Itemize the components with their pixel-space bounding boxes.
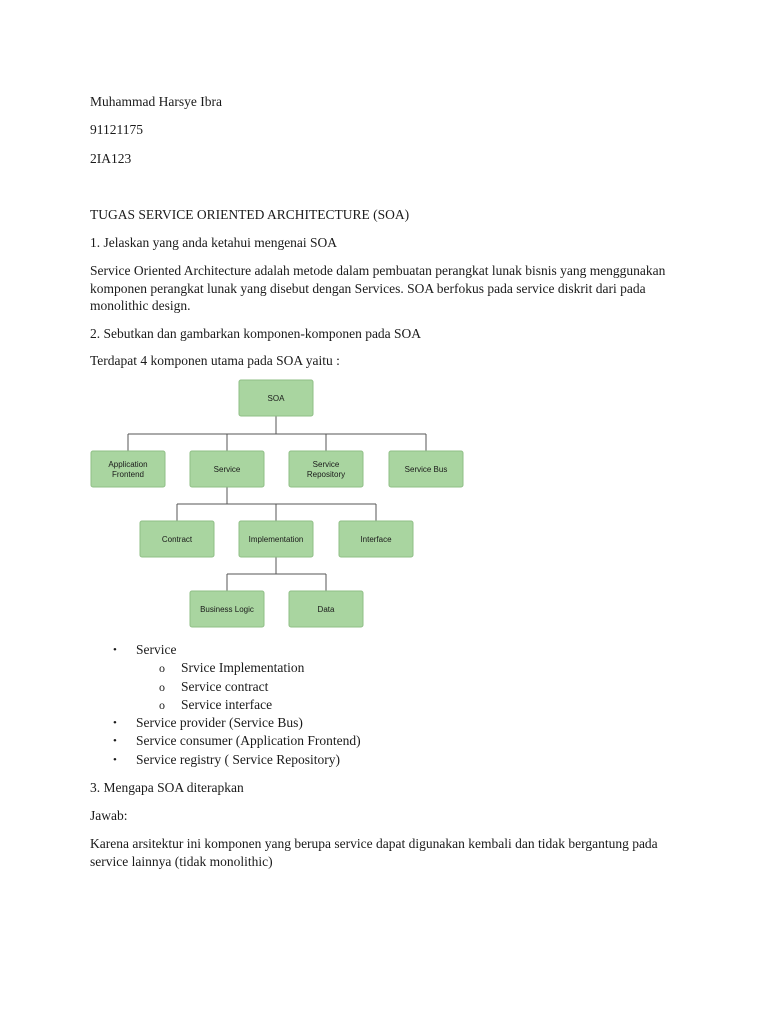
student-name: Muhammad Harsye Ibra	[90, 94, 222, 109]
node-implementation	[239, 521, 313, 557]
answer-2-intro: Terdapat 4 komponen utama pada SOA yaitu :	[90, 353, 340, 368]
answer-3-line-1: Karena arsitektur ini komponen yang berupa service dapat digunakan kembali dan tidak bergantung pada	[90, 836, 658, 851]
answer-1: Service Oriented Architecture adalah metode dalam pembuatan perangkat lunak bisnis yang menggunakan komponen perangkat lunak yang disebut dengan Services. SOA berfokus pada service diskrit dari pada monolithic design.	[90, 263, 666, 313]
node-application-frontend-label-1: Application	[108, 460, 148, 469]
bullet-marker: o	[159, 661, 165, 676]
list-item	[108, 696, 361, 714]
list-item	[108, 641, 361, 659]
node-application-frontend-label-2: Frontend	[111, 470, 145, 479]
node-contract-label: Contract	[161, 535, 193, 544]
answer-3-label: Jawab:	[90, 808, 128, 823]
connector-lines	[128, 416, 426, 591]
bullet-marker: •	[113, 717, 117, 730]
component-list	[108, 641, 361, 769]
node-soa	[239, 380, 313, 416]
student-class: 2IA123	[90, 151, 132, 166]
node-business-logic	[190, 591, 264, 627]
node-soa-label: SOA	[267, 394, 285, 403]
bullet-marker: •	[113, 735, 117, 748]
list-item-text: Srvice Implementation	[181, 660, 305, 676]
list-item	[108, 659, 361, 677]
bullet-marker: o	[159, 679, 165, 694]
bullet-marker: o	[159, 697, 165, 712]
list-item-text: Service interface	[181, 696, 273, 712]
document-title: TUGAS SERVICE ORIENTED ARCHITECTURE (SOA)	[90, 207, 410, 222]
node-interface-label: Interface	[360, 535, 392, 544]
node-interface	[339, 521, 413, 557]
bullet-marker: •	[113, 644, 117, 656]
node-service-repository-label-1: Service	[312, 460, 340, 469]
node-service	[190, 451, 264, 487]
answer-3-line-2: service lainnya (tidak monolithic)	[90, 854, 273, 869]
node-service-bus	[389, 451, 463, 487]
list-item-text: Service registry ( Service Repository)	[136, 751, 340, 767]
question-3: 3. Mengapa SOA diterapkan	[90, 780, 244, 795]
node-data	[289, 591, 363, 627]
question-1: 1. Jelaskan yang anda ketahui mengenai SOA	[90, 235, 338, 250]
list-item	[108, 732, 361, 750]
node-data-label: Data	[317, 605, 335, 614]
list-item	[108, 714, 361, 732]
list-item-text: Service consumer (Application Frontend)	[136, 733, 361, 749]
list-item	[108, 751, 361, 769]
node-service-label: Service	[213, 465, 241, 474]
node-application-frontend	[91, 451, 165, 487]
node-business-logic-label: Business Logic	[200, 605, 254, 614]
list-item-text: Service provider (Service Bus)	[136, 715, 303, 731]
node-contract	[140, 521, 214, 557]
question-2: 2. Sebutkan dan gambarkan komponen-komponen pada SOA	[90, 326, 422, 341]
node-service-bus-label: Service Bus	[404, 465, 448, 474]
soa-component-diagram	[90, 378, 470, 630]
list-item-text: Service	[136, 642, 177, 657]
student-npm: 91121175	[90, 122, 143, 137]
node-service-repository-label-2: Repository	[306, 470, 346, 479]
node-implementation-label: Implementation	[248, 535, 304, 544]
bullet-marker: •	[113, 753, 117, 766]
node-service-repository	[289, 451, 363, 487]
list-item	[108, 678, 361, 696]
list-item-text: Service contract	[181, 678, 269, 694]
